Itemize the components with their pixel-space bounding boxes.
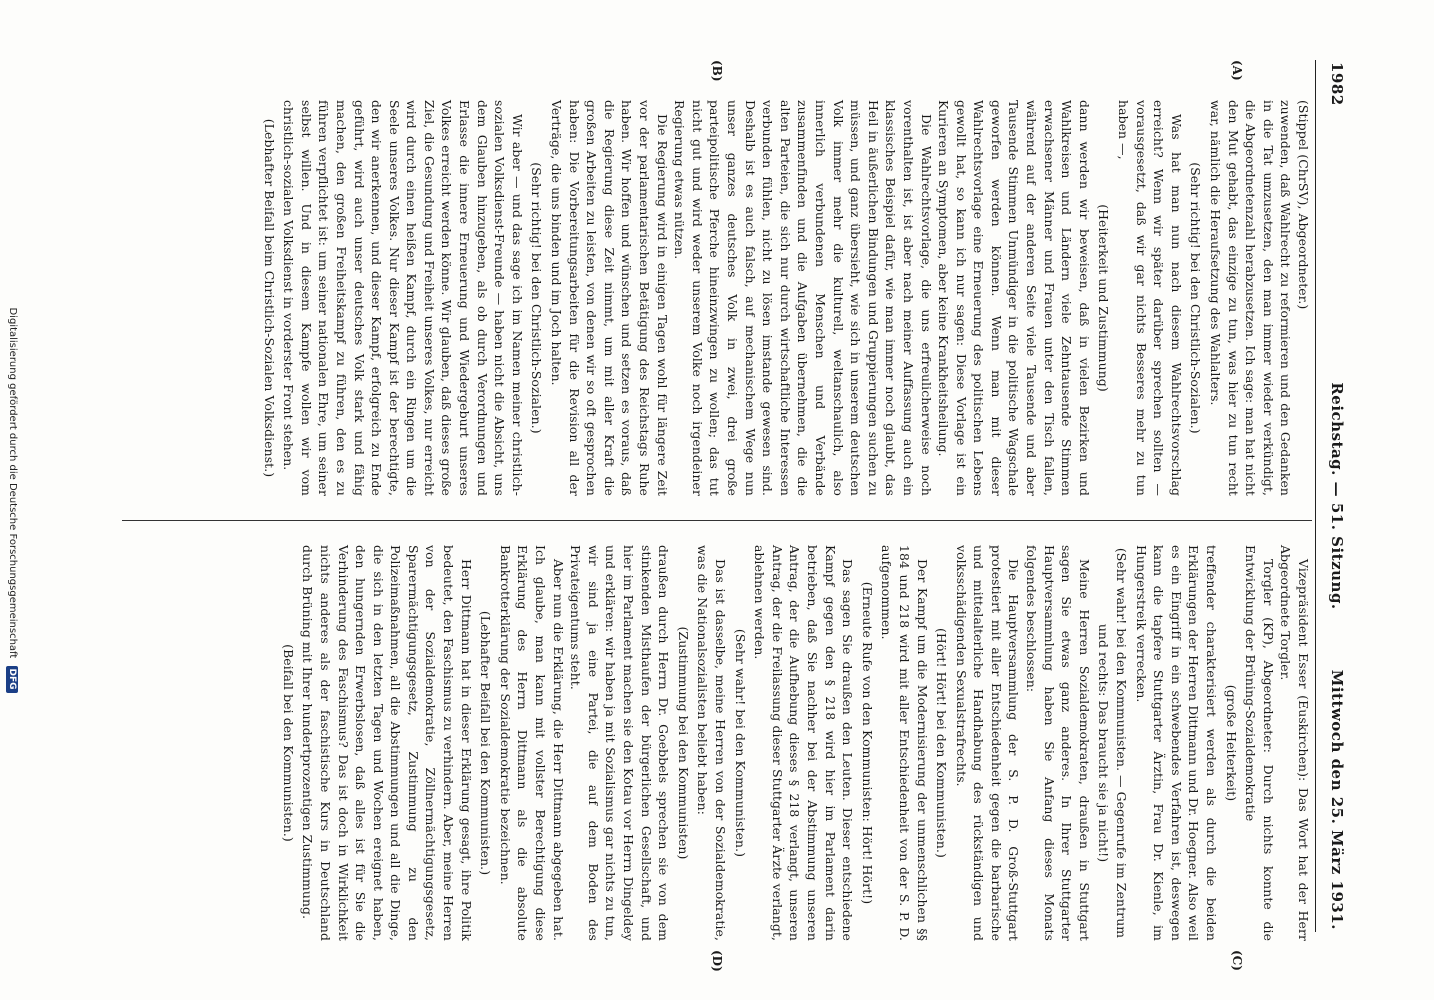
paragraph: Wir aber — und das sage ich im Namen meiner christlich-sozialen Volksdienst-Freunde — haben nicht die Absicht, uns dem Glauben hinzugeben, als ob durch Verordnungen und Erlasse die innere Erneuerung und Wiedergeburt unseres Volkes erreicht werden könne. Wir glauben, daß dieses große Ziel, die Gesundung und Freiheit unseres Volkes, nur erreicht wird durch einen heißen Kampf, durch ein Ringen um die Seele unseres Volkes. Nur dieser Kampf ist der berechtigte, den wir anerkennen, und dieser Kampf, erfolgreich zu Ende geführt, wird auch unser deutsches Volk stark und fähig machen, den großen Freiheitskampf zu führen, den es zu führen verpflichtet ist: um seiner nationalen Ehre, um seiner selbst willen. Und in diesem Kampfe wollen wir vom christlich-sozialen Volksdienst in vorderster Front stehen. [281, 100, 525, 496]
interjection: (Hört! Hört! bei den Kommunisten.) [934, 628, 950, 858]
interjection: (Heiterkeit und Zustimmung) [1096, 204, 1112, 392]
left-text-column [258, 100, 1312, 496]
paragraph: dann werden wir beweisen, daß in vielen Bezirken und Wahlkreisen und Ländern viele Zehntausende Stimmen erwachsener Männer und Frauen unter den Tisch fallen, während auf der anderen Seite viele Tausende und aber Tausende Stimmen Unmündiger in die politische Wagschale geworfen werden können. Wenn man mit dieser Wahlrechtsvorlage eine Erneuerung des politischen Lebens gewollt hat, so kann ich nur sagen: Diese Vorlage ist ein Kurieren an Symptomen, aber keine Krankheitsheilung. [936, 100, 1092, 496]
right-text-column [277, 545, 1312, 941]
paragraph: Meine Herren Sozialdemokraten, draußen in Stuttgart sagen Sie etwas ganz anderes. In Ihrer Stuttgarter Hauptversammlung haben Sie Anfang dieses Monats folgendes beschlossen: [1024, 545, 1092, 941]
margin-marker-d: (D) [710, 950, 724, 972]
page-header [1318, 62, 1346, 930]
paragraph: Was hat man nun nach diesem Wahlrechtsvorschlag erreicht? Wenn wir später darüber sprechen sollten — vorausgesetzt, daß wir gar nichts Besseres mehr zu tun haben —, [1116, 100, 1184, 496]
interjection: (Sehr wahr! bei den Kommunisten. — Gegenrufe im Zentrum und rechts: Das braucht sie ja nicht!) [1096, 547, 1130, 939]
page-number: 1982 [1328, 62, 1346, 106]
interjection: (Erneute Rufe von den Kommunisten: Hört! Hört!) [859, 581, 875, 905]
paragraph: Die Regierung wird in einigen Tagen wohl für längere Zeit vor der parlamentarischen Betätigung des Reichstags Ruhe haben. Wir hoffen und wünschen und setzen es voraus, daß die Regierung diese Zeit nimmt, um mit aller Kraft die großen Arbeiten zu leisten, von denen wir so oft gesprochen haben: Die Vorbereitungsarbeiten für die Revision all der Verträge, die uns binden und im Joch halten. [549, 100, 670, 496]
interjection: (große Heiterkeit) [1223, 684, 1239, 802]
interjection: (Lebhafter Beifall bei den Kommunisten.) [478, 610, 494, 876]
paragraph: Die Wahlrechtsvorlage, die uns erfreulicherweise noch vorenthalten ist, ist aber nach meiner Auffassung auch ein klassisches Beispiel dafür, wie man immer noch glaubt, das Heil in äußerlichen Bindungen und Gruppierungen suchen zu müssen, und ganz übersieht, wie sich in unserem deutschen Volk immer mehr die kulturell, weltanschaulich, also innerlich verbundenen Menschen und Verbände zusammenfinden und die Aufgaben übernehmen, die die alten Parteien, die sich nur durch wirtschaftliche Interessen verbunden fühlen, nicht zu lösen imstande gewesen sind. Deshalb ist es auch falsch, auf mechanischem Wege nun unser ganzes deutsches Volk in zwei, drei große parteipolitische Pferche hineinzwingen zu wollen; das tut nicht gut und wird weder unserem Volke noch irgendeiner Regierung etwas nützen. [672, 100, 934, 496]
paragraph: treffender charakterisiert werden als durch die beiden Erklärungen der Herren Dittmann und Dr. Hoegner. Also weil es ein Eingriff in ein schwebendes Verfahren ist, deswegen kann die tapfere Stuttgarter Ärztin, Frau Dr. Kienle, im Hungerstreik verrecken. [1133, 545, 1220, 941]
paragraph: draußen durch Herrn Dr. Goebbels sprechen sie von dem stinkenden Misthaufen der bürgerlichen Gesellschaft, und hier im Parlament machen sie den Kotau vor Herrn Dingeldey und erklären: wir haben ja mit Sozialismus gar nichts zu tun, wir sind ja eine Partei, die auf dem Boden des Privateigentums steht. [568, 545, 672, 941]
margin-marker-a: (A) [1230, 60, 1244, 81]
dfg-logo: DFG [6, 666, 18, 693]
credit-text: Digitalisierung gefördert durch die Deutsche Forschungsgemeinschaft [7, 307, 18, 659]
margin-marker-b: (B) [710, 60, 724, 82]
paragraph: (Stippel (ChrSV), Abgeordneter.) [1296, 100, 1311, 310]
header-rule [1315, 60, 1316, 932]
paragraph: Torgler (KP), Abgeordneter: Durch nichts konnte die Entwicklung der Brüning-Sozialdemokratie [1243, 545, 1276, 941]
interjection: (Sehr richtig! bei den Christlich-Sozialen.) [1188, 162, 1204, 434]
paragraph: Der Kampf um die Modernisierung der unmenschlichen §§ 184 und 218 wird mit aller Entschiedenheit von der S. P. D. aufgenommen. [879, 545, 930, 941]
interjection: (Sehr wahr! bei den Kommunisten.) [732, 628, 748, 858]
paragraph: Herr Dittmann hat in dieser Erklärung gesagt, ihre Politik bedeutet, den Faschismus zu verhindern. Aber, meine Herren von der Sozialdemokratie, Zöllnermächtigungsgesetz, Sparermächtigungsgesetz, Zustimmung zu den Polizeimaßnahmen, all die Abstimmungen und all die Dinge, die sich in den letzten Tagen und Wochen ereignet haben, den hungernden Erwerbslosen, daß alles ist für Sie die Verhinderung des Faschismus? Das ist doch in Wirklichkeit nichts anderes als der faschistische Kurs in Deutschland durch Brüning mit Ihrer hundertprozentigen Zustimmung. [300, 545, 474, 941]
session-date: Mittwoch den 25. März 1931. [1328, 669, 1346, 930]
interjection: (Sehr richtig! bei den Christlich-Sozialen.) [529, 162, 545, 434]
margin-marker-c: (C) [1230, 950, 1244, 971]
page-title: Reichstag. — 51. Sitzung. [1328, 382, 1346, 610]
interjection: (Beifall bei den Kommunisten.) [280, 644, 296, 842]
paragraph: zuwenden, daß Wahlrecht zu reformieren und den Gedanken in die Tat umzusetzen, den man immer wieder verkündigt, die Abgeordnetenzahl herabzusetzen. Ich sage: man hat nicht den Mut gehabt, das einzige zu tun, was hier zu tun recht war, nämlich die Heraufsetzung des Wahlalters. [1208, 100, 1294, 496]
paragraph: Vizepräsident Esser (Euskirchen): Das Wort hat der Herr Abgeordnete Torgler. [1278, 545, 1311, 941]
paragraph: Das ist dasselbe, meine Herren von der Sozialdemokratie, was die Nationalsozialisten beliebt haben: [695, 545, 728, 941]
paragraph: Die Hauptversammlung der S. P. D. Groß-Stuttgart protestiert mit aller Entschiedenheit gegen die barbarische und mittelalterliche Handhabung des rückständigen und volksschädigenden Sexualstrafrechts. [953, 545, 1022, 941]
paragraph: Das sagen Sie draußen den Leuten. Dieser entschiedene Kampf gegen den § 218 wird hier im Parlament darin betrieben, daß Sie nachher bei der Abstimmung unseren Antrag, der die Aufhebung dieses § 218 verlangt, unseren Antrag, der die Freilassung dieser Stuttgarter Ärzte verlangt, ablehnen werden. [752, 545, 856, 941]
paragraph: Aber nun die Erklärung, die Herr Dittmann abgegeben hat. Ich glaube, man kann mit vollster Berechtigung diese Erklärung des Herrn Dittmann als die absolute Bankrotterklärung der Sozialdemokratie bezeichnen. [497, 545, 566, 941]
interjection: (Zustimmung bei den Kommunisten) [675, 626, 691, 860]
column-divider [122, 520, 1312, 521]
interjection: (Lebhafter Beifall beim Christlich-Sozialen Volksdienst.) [261, 118, 277, 478]
digitization-credit [6, 0, 18, 1000]
